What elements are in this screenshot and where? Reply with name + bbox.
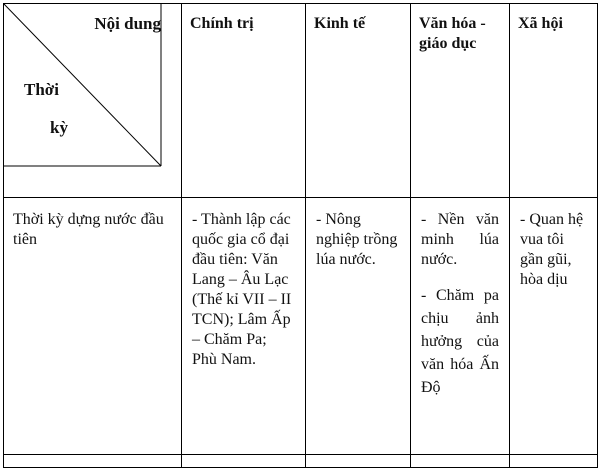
header-politics: Chính trị	[182, 4, 306, 198]
header-row	[4, 4, 598, 198]
header-society: Xã hội	[510, 4, 598, 198]
society-text: - Quan hệ vua tôi gần gũi, hòa dịu	[520, 211, 584, 288]
politics-cell	[182, 198, 306, 455]
politics-text: - Thành lập các quốc gia cổ đại đầu tiên: Văn Lang – Âu Lạc (Thế kỉ VII – II TCN); Lâm Ấp – Chăm Pa; Phù Nam.	[192, 211, 292, 368]
tail-cell-5	[510, 455, 598, 468]
history-table	[3, 3, 598, 468]
culture-cell	[411, 198, 510, 455]
corner-bottom-label-1: Thời	[24, 80, 59, 99]
corner-bottom-label-2: kỳ	[50, 118, 68, 137]
period-text: Thời kỳ dựng nước đầu tiên	[13, 211, 164, 248]
economy-cell	[306, 198, 411, 455]
society-cell	[510, 198, 598, 455]
corner-cell	[4, 4, 182, 198]
tail-cell-3	[306, 455, 411, 468]
culture-text-1: - Nền văn minh lúa nước.	[421, 211, 499, 268]
period-cell	[4, 198, 182, 455]
tail-cell-2	[182, 455, 306, 468]
header-culture: Văn hóa - giáo dục	[411, 4, 510, 198]
header-economy: Kinh tế	[306, 4, 411, 198]
tail-cell-1	[4, 455, 182, 468]
table-row-continuation	[4, 455, 598, 468]
culture-text-2: - Chăm pa chịu ảnh hưởng của văn hóa Ấn Độ	[421, 287, 499, 396]
table-row	[4, 198, 598, 455]
economy-text: - Nông nghiệp trồng lúa nước.	[316, 211, 398, 268]
tail-cell-4	[411, 455, 510, 468]
corner-top-label: Nội dung	[94, 14, 161, 33]
